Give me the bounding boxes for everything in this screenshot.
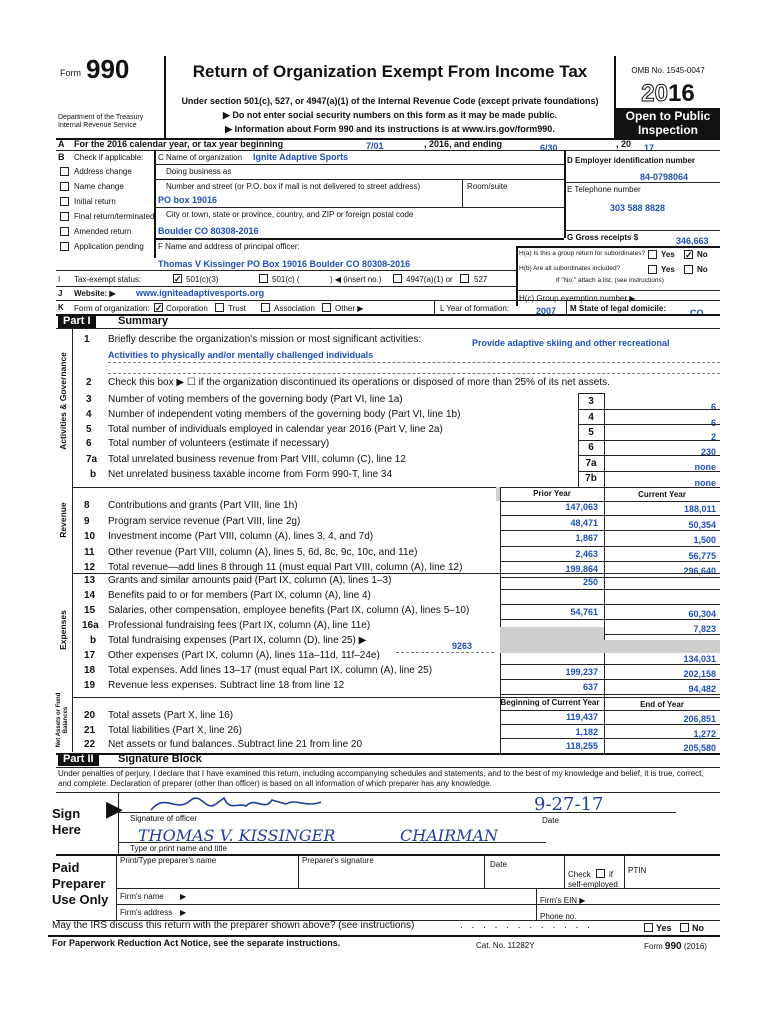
form-prefix: Form xyxy=(60,68,81,78)
trust-checkbox[interactable] xyxy=(215,303,224,312)
signature-date[interactable]: 9-27-17 xyxy=(534,794,604,815)
revenue-num-11: 11 xyxy=(84,546,95,558)
discuss-no-label: No xyxy=(692,923,704,933)
line5-num: 5 xyxy=(86,424,92,435)
expense-prior-20[interactable]: 637 xyxy=(582,682,598,692)
prior-year-head: Prior Year xyxy=(533,489,571,498)
line7b-value[interactable]: none xyxy=(694,478,716,488)
line5-value[interactable]: 2 xyxy=(710,432,716,442)
current-year-head: Current Year xyxy=(638,490,686,499)
line1-label: Briefly describe the organization's mission or most significant activities: xyxy=(108,334,422,345)
other-checkbox[interactable] xyxy=(322,303,331,312)
expense-label-17: Total fundraising expenses (Part IX, column (D), line 25) ▶ xyxy=(108,635,367,646)
expense-current-15[interactable]: 60,304 xyxy=(688,609,716,619)
status-501c-checkbox[interactable] xyxy=(259,274,268,283)
line5-label: Total number of individuals employed in calendar year 2016 (Part V, line 2a) xyxy=(108,424,443,435)
address-change-label: Address change xyxy=(74,167,132,176)
fundraising-total[interactable]: 9263 xyxy=(452,641,473,651)
association-checkbox[interactable] xyxy=(261,303,270,312)
line4-num: 4 xyxy=(86,409,92,420)
firm-name-label: Firm's name xyxy=(120,892,164,901)
revenue-current-10[interactable]: 1,500 xyxy=(693,535,716,545)
line4-box: 4 xyxy=(588,412,594,423)
notice-ssn: ▶ Do not enter social security numbers on this form as it may be made public. xyxy=(223,110,557,120)
group-return-label: H(a) Is this a group return for subordinates? xyxy=(519,250,646,257)
row-i-letter: I xyxy=(58,275,61,284)
expense-num-18: 17 xyxy=(84,650,96,661)
tax-exempt-label: Tax-exempt status: xyxy=(74,275,142,284)
amended-return-label: Amended return xyxy=(74,227,132,236)
subordinates-yes-checkbox[interactable] xyxy=(648,265,657,274)
row-k-letter: K xyxy=(58,303,64,312)
line4-label: Number of independent voting members of the governing body (Part VI, line 1b) xyxy=(108,409,461,420)
netassets-num-21: 21 xyxy=(84,724,96,736)
line7b-num: b xyxy=(90,469,97,480)
revenue-num-9: 9 xyxy=(84,515,90,527)
subordinates-no-label: No xyxy=(697,265,708,274)
status-insert-no: ) ◀ (insert no.) xyxy=(330,275,382,284)
sign-label: Sign xyxy=(52,806,81,821)
discuss-yes-checkbox[interactable] xyxy=(644,923,653,932)
netassets-label-22: Net assets or fund balances. Subtract line 21 from line 20 xyxy=(108,739,363,750)
form-subtitle: Under section 501(c), 527, or 4947(a)(1) of the Internal Revenue Code (except private foundations) xyxy=(181,96,599,106)
expense-num-17: b xyxy=(90,635,97,646)
revenue-current-9[interactable]: 50,354 xyxy=(688,519,716,530)
netassets-prior-21[interactable]: 1,182 xyxy=(575,726,598,737)
ptin-label: PTIN xyxy=(628,866,647,875)
expense-current-16[interactable]: 7,823 xyxy=(693,624,716,634)
tax-year xyxy=(616,80,720,108)
check-label: Check xyxy=(568,870,591,879)
revenue-rule-8 xyxy=(500,515,720,516)
city-label: City or town, state or province, country, and ZIP or foreign postal code xyxy=(166,210,414,219)
part2-tag: Part II xyxy=(58,753,99,766)
line3-label: Number of voting members of the governing body (Part VI, line 1a) xyxy=(108,394,403,405)
line7a-box: 7a xyxy=(585,458,597,469)
preparer-label: Preparer xyxy=(52,876,106,891)
expense-rule-13 xyxy=(500,589,720,590)
line3-box: 3 xyxy=(588,396,594,407)
phone-no-label: Phone no. xyxy=(540,912,577,921)
gross-receipts-label: G Gross receipts $ xyxy=(567,233,639,242)
other-label: Other ▶ xyxy=(335,304,364,313)
formation-year[interactable]: 2007 xyxy=(536,306,557,316)
expense-num-19: 18 xyxy=(84,665,96,676)
org-name[interactable]: Ignite Adaptive Sports xyxy=(253,152,349,162)
tax-year-bold: 16 xyxy=(668,80,695,107)
expense-rule-20 xyxy=(500,694,720,695)
catalog-number: Cat. No. 11282Y xyxy=(476,941,535,950)
row-a-label: For the 2016 calendar year, or tax year beginning xyxy=(74,139,284,149)
line6-box: 6 xyxy=(588,442,594,453)
address-change-checkbox[interactable] xyxy=(60,167,69,176)
revenue-label-12: Total revenue—add lines 8 through 11 (must equal Part VIII, column (A), line 12) xyxy=(108,562,463,573)
revenue-rule-11 xyxy=(500,561,720,562)
discuss-no-checkbox[interactable] xyxy=(680,923,689,932)
revenue-label-10: Investment income (Part VIII, column (A), lines 3, 4, and 7d) xyxy=(108,531,374,542)
revenue-num-8: 8 xyxy=(84,500,90,511)
expense-num-15: 15 xyxy=(84,605,96,616)
revenue-current-11[interactable]: 56,775 xyxy=(688,550,716,561)
status-527-checkbox[interactable] xyxy=(460,274,469,283)
line5-box: 5 xyxy=(588,427,594,438)
revenue-num-12: 12 xyxy=(84,562,96,573)
form-title: Return of Organization Exempt From Income Tax xyxy=(192,62,588,81)
expense-label-13: Grants and similar amounts paid (Part IX, column (A), lines 1–3) xyxy=(108,575,392,586)
side-net-assets: Net Assets or Fund Balances xyxy=(56,692,69,748)
status-4947-label: 4947(a)(1) or xyxy=(406,275,453,284)
dba-label: Doing business as xyxy=(166,167,232,176)
expense-current-20[interactable]: 94,482 xyxy=(688,684,716,694)
netassets-prior-20[interactable]: 119,437 xyxy=(565,712,598,722)
org-name-label: C Name of organization xyxy=(158,153,243,162)
website-value[interactable]: www.igniteadaptivesports.org xyxy=(136,288,265,298)
line7b-label: Net unrelated business taxable income from Form 990-T, line 34 xyxy=(108,469,393,480)
revenue-current-12[interactable]: 296,640 xyxy=(683,566,716,576)
part2-title: Signature Block xyxy=(118,753,202,765)
expense-num-16: 16a xyxy=(82,620,99,631)
dept-treasury: Department of the Treasury xyxy=(58,114,144,121)
status-4947-checkbox[interactable] xyxy=(393,274,402,283)
initial-return-checkbox[interactable] xyxy=(60,197,69,206)
irs-label: Internal Revenue Service xyxy=(58,122,137,129)
group-return-yes-checkbox[interactable] xyxy=(648,250,657,259)
printed-officer-title[interactable]: CHAIRMAN xyxy=(400,826,499,845)
formation-year-label: L Year of formation: xyxy=(440,304,510,313)
amended-return-checkbox[interactable] xyxy=(60,227,69,236)
revenue-prior-11[interactable]: 2,463 xyxy=(575,548,598,559)
line7a-num: 7a xyxy=(86,454,98,465)
expense-num-20: 19 xyxy=(84,680,96,691)
tax-year-end-yr[interactable]: 17 xyxy=(644,143,655,153)
firm-ein-label: Firm's EIN ▶ xyxy=(540,896,586,905)
line1-num: 1 xyxy=(84,334,90,345)
line6-num: 6 xyxy=(86,438,92,449)
org-city[interactable]: Boulder CO 80308-2016 xyxy=(158,226,259,236)
firm-address-label: Firm's address xyxy=(120,908,173,917)
legal-domicile[interactable]: CO xyxy=(690,308,704,318)
expense-rule-15 xyxy=(500,619,720,620)
expense-prior-19[interactable]: 199,237 xyxy=(565,667,598,677)
expense-label-19: Total expenses. Add lines 13–17 (must equal Part IX, column (A), line 25) xyxy=(108,665,433,676)
corporation-label: Corporation xyxy=(166,304,208,313)
legal-domicile-label: M State of legal domicile: xyxy=(570,304,667,313)
netassets-num-20: 20 xyxy=(84,710,96,721)
revenue-label-8: Contributions and grants (Part VIII, line 1h) xyxy=(108,500,298,511)
netassets-label-20: Total assets (Part X, line 16) xyxy=(108,710,234,721)
application-pending-checkbox[interactable] xyxy=(60,242,69,251)
row-a-yr-prefix: , 20 xyxy=(616,139,632,149)
mission-line-b[interactable]: Activities to physically and/or mentally challenged individuals xyxy=(108,350,374,360)
expense-rule-14 xyxy=(500,604,720,605)
expense-label-18: Other expenses (Part IX, column (A), lines 11a–11d, 11f–24e) xyxy=(108,650,380,661)
website-label: Website: ▶ xyxy=(74,289,116,298)
group-return-yes-label: Yes xyxy=(661,250,675,259)
expense-prior-15[interactable]: 54,761 xyxy=(570,607,598,617)
open-to-public: Open to Public Inspection xyxy=(616,108,720,138)
discuss-question: May the IRS discuss this return with the preparer shown above? (see instructions) xyxy=(52,920,415,931)
row-a-letter: A xyxy=(58,139,65,149)
room-label: Room/suite xyxy=(467,182,508,191)
expense-current-18[interactable]: 134,031 xyxy=(683,654,716,664)
initial-return-label: Initial return xyxy=(74,197,116,206)
name-change-checkbox[interactable] xyxy=(60,182,69,191)
date-label: Date xyxy=(542,816,559,825)
group-exemption-label: H(c) Group exemption number ▶ xyxy=(519,294,636,303)
row-j-letter: J xyxy=(58,289,63,298)
line6-value[interactable]: 230 xyxy=(700,447,716,457)
revenue-num-10: 10 xyxy=(84,531,96,542)
row-b-letter: B xyxy=(58,152,65,162)
sign-arrow-icon: ▶ xyxy=(106,796,123,821)
row-b-label: Check if applicable: xyxy=(74,153,144,162)
notice-info: ▶ Information about Form 990 and its instructions is at www.irs.gov/form990. xyxy=(225,124,555,134)
final-return-checkbox[interactable] xyxy=(60,212,69,221)
netassets-current-22[interactable]: 205,580 xyxy=(683,743,716,753)
status-527-label: 527 xyxy=(474,275,488,284)
revenue-rule-10 xyxy=(500,546,720,547)
officer-label: F Name and address of principal officer: xyxy=(158,242,300,251)
status-501c3-checkbox[interactable]: ✓ xyxy=(174,274,182,284)
expense-label-16: Professional fundraising fees (Part IX, column (A), line 11e) xyxy=(108,620,371,631)
eoy-head: End of Year xyxy=(640,700,684,709)
line3-value[interactable]: 6 xyxy=(710,402,716,412)
tax-year-outline: 20 xyxy=(641,80,668,107)
side-revenue: Revenue xyxy=(58,502,68,538)
form-number: 990 xyxy=(86,54,130,84)
revenue-current-8[interactable]: 188,011 xyxy=(683,504,716,514)
omb-number: OMB No. 1545-0047 xyxy=(631,66,705,75)
self-employed-label: self-employed xyxy=(568,880,618,889)
line3-num: 3 xyxy=(86,394,92,405)
ein-value[interactable]: 84-0798064 xyxy=(640,172,689,182)
expense-rule-19 xyxy=(500,679,720,680)
netassets-rule-21 xyxy=(500,738,720,739)
expense-current-19[interactable]: 202,158 xyxy=(683,669,716,679)
name-change-label: Name change xyxy=(74,182,124,191)
expense-num-14: 14 xyxy=(84,590,96,601)
netassets-label-21: Total liabilities (Part X, line 26) xyxy=(108,724,242,736)
if-label: if xyxy=(609,870,613,879)
line6-label: Total number of volunteers (estimate if necessary) xyxy=(108,438,330,449)
revenue-prior-9[interactable]: 48,471 xyxy=(570,517,598,528)
subordinates-note: If "No," attach a list. (see instructions) xyxy=(556,277,664,284)
expense-num-13: 13 xyxy=(84,575,96,586)
phone-value[interactable]: 303 588 8828 xyxy=(610,203,666,213)
side-expenses: Expenses xyxy=(58,610,68,650)
expense-label-14: Benefits paid to or for members (Part IX, column (A), line 4) xyxy=(108,590,371,601)
part1-tag: Part I xyxy=(58,315,96,328)
phone-label: E Telephone number xyxy=(567,185,641,194)
line2-label: Check this box ▶ ☐ if the organization discontinued its operations or disposed of more than 25% of its net assets. xyxy=(108,377,610,388)
subordinates-no-checkbox[interactable] xyxy=(684,265,693,274)
expense-prior-13[interactable]: 250 xyxy=(582,577,598,587)
use-only-label: Use Only xyxy=(52,892,109,907)
revenue-label-9: Program service revenue (Part VIII, line 2g) xyxy=(108,515,301,527)
footer-form-id: Form 990 (2016) xyxy=(644,941,707,952)
org-form-label: Form of organization: xyxy=(74,304,150,313)
group-return-no-label: No xyxy=(697,250,708,259)
self-employed-checkbox[interactable] xyxy=(596,869,605,878)
here-label: Here xyxy=(52,822,81,837)
ein-label: D Employer identification number xyxy=(567,156,696,165)
netassets-num-22: 22 xyxy=(84,739,96,750)
gross-receipts[interactable]: 346,663 xyxy=(676,236,709,246)
boy-head: Beginning of Current Year xyxy=(500,698,600,707)
firm-address-arrow-icon: ▶ xyxy=(180,908,187,917)
group-return-no-checkbox[interactable]: ✓ xyxy=(685,250,693,260)
revenue-rule-9 xyxy=(500,530,720,531)
paid-label: Paid xyxy=(52,860,80,875)
row-a-mid: , 2016, and ending xyxy=(424,139,503,149)
side-activities-governance: Activities & Governance xyxy=(58,352,68,450)
part1-title: Summary xyxy=(118,315,169,327)
signature-label: Signature of officer xyxy=(130,814,198,823)
line2-num: 2 xyxy=(86,377,92,388)
trust-label: Trust xyxy=(228,304,246,313)
status-501c-label: 501(c) ( xyxy=(272,275,300,284)
netassets-current-20[interactable]: 206,851 xyxy=(683,714,716,724)
tax-year-begin[interactable]: 7/01 xyxy=(366,141,384,151)
expense-rule-18 xyxy=(500,664,720,665)
status-501c3-label: 501(c)(3) xyxy=(186,275,219,284)
association-label: Association xyxy=(274,304,315,313)
discuss-yes-label: Yes xyxy=(656,923,672,933)
name-title-label: Type or print name and title xyxy=(130,844,227,853)
line7a-label: Total unrelated business revenue from Part VIII, column (C), line 12 xyxy=(108,454,406,465)
paperwork-notice: For Paperwork Reduction Act Notice, see the separate instructions. xyxy=(52,938,341,948)
printed-officer-name[interactable]: THOMAS V. KISSINGER xyxy=(138,826,336,845)
prep-sig-label: Preparer's signature xyxy=(302,856,374,865)
netassets-prior-22[interactable]: 118,255 xyxy=(565,741,598,751)
perjury-statement: Under penalties of perjury, I declare that I have examined this return, including accompanying schedules and statements, and to the best of my knowledge and belief, it is true, correct, and complete. Declaration of preparer (other than officer) is based on all information of which preparer has any knowledge. xyxy=(58,769,704,788)
netassets-current-21[interactable]: 1,272 xyxy=(693,728,716,739)
application-pending-label: Application pending xyxy=(74,242,144,251)
revenue-label-11: Other revenue (Part VIII, column (A), lines 5, 6d, 8c, 9c, 10c, and 11e) xyxy=(108,546,418,558)
prep-date-label: Date xyxy=(490,860,507,869)
revenue-prior-10[interactable]: 1,867 xyxy=(575,533,598,543)
expense-label-20: Revenue less expenses. Subtract line 18 from line 12 xyxy=(108,680,345,691)
revenue-prior-12[interactable]: 199,864 xyxy=(565,564,598,574)
netassets-rule-20 xyxy=(500,724,720,725)
corporation-checkbox[interactable]: ✓ xyxy=(155,303,163,313)
expense-label-15: Salaries, other compensation, employee benefits (Part IX, column (A), lines 5–10) xyxy=(108,605,470,616)
firm-name-arrow-icon: ▶ xyxy=(180,892,187,901)
discuss-leader: . . . . . . . . . . . . xyxy=(460,920,593,931)
street-label: Number and street (or P.O. box if mail is not delivered to street address) xyxy=(166,182,421,191)
officer-name-address[interactable]: Thomas V Kissinger PO Box 19016 Boulder CO 80308-2016 xyxy=(158,259,411,269)
line7b-box: 7b xyxy=(585,473,597,484)
mission-line-a[interactable]: Provide adaptive skiing and other recreational xyxy=(472,338,670,348)
line7a-value[interactable]: none xyxy=(694,462,716,472)
prep-name-label: Print/Type preparer's name xyxy=(120,856,217,865)
org-street[interactable]: PO box 19016 xyxy=(158,195,218,205)
subordinates-label: H(b) Are all subordinates included? xyxy=(519,265,621,272)
revenue-prior-8[interactable]: 147,063 xyxy=(565,502,598,512)
final-return-label: Final return/terminated xyxy=(74,212,155,221)
tax-year-end[interactable]: 6/30 xyxy=(540,143,558,153)
revenue-expense-divider xyxy=(72,573,720,574)
subordinates-yes-label: Yes xyxy=(661,265,675,274)
line4-value[interactable]: 6 xyxy=(710,418,716,428)
